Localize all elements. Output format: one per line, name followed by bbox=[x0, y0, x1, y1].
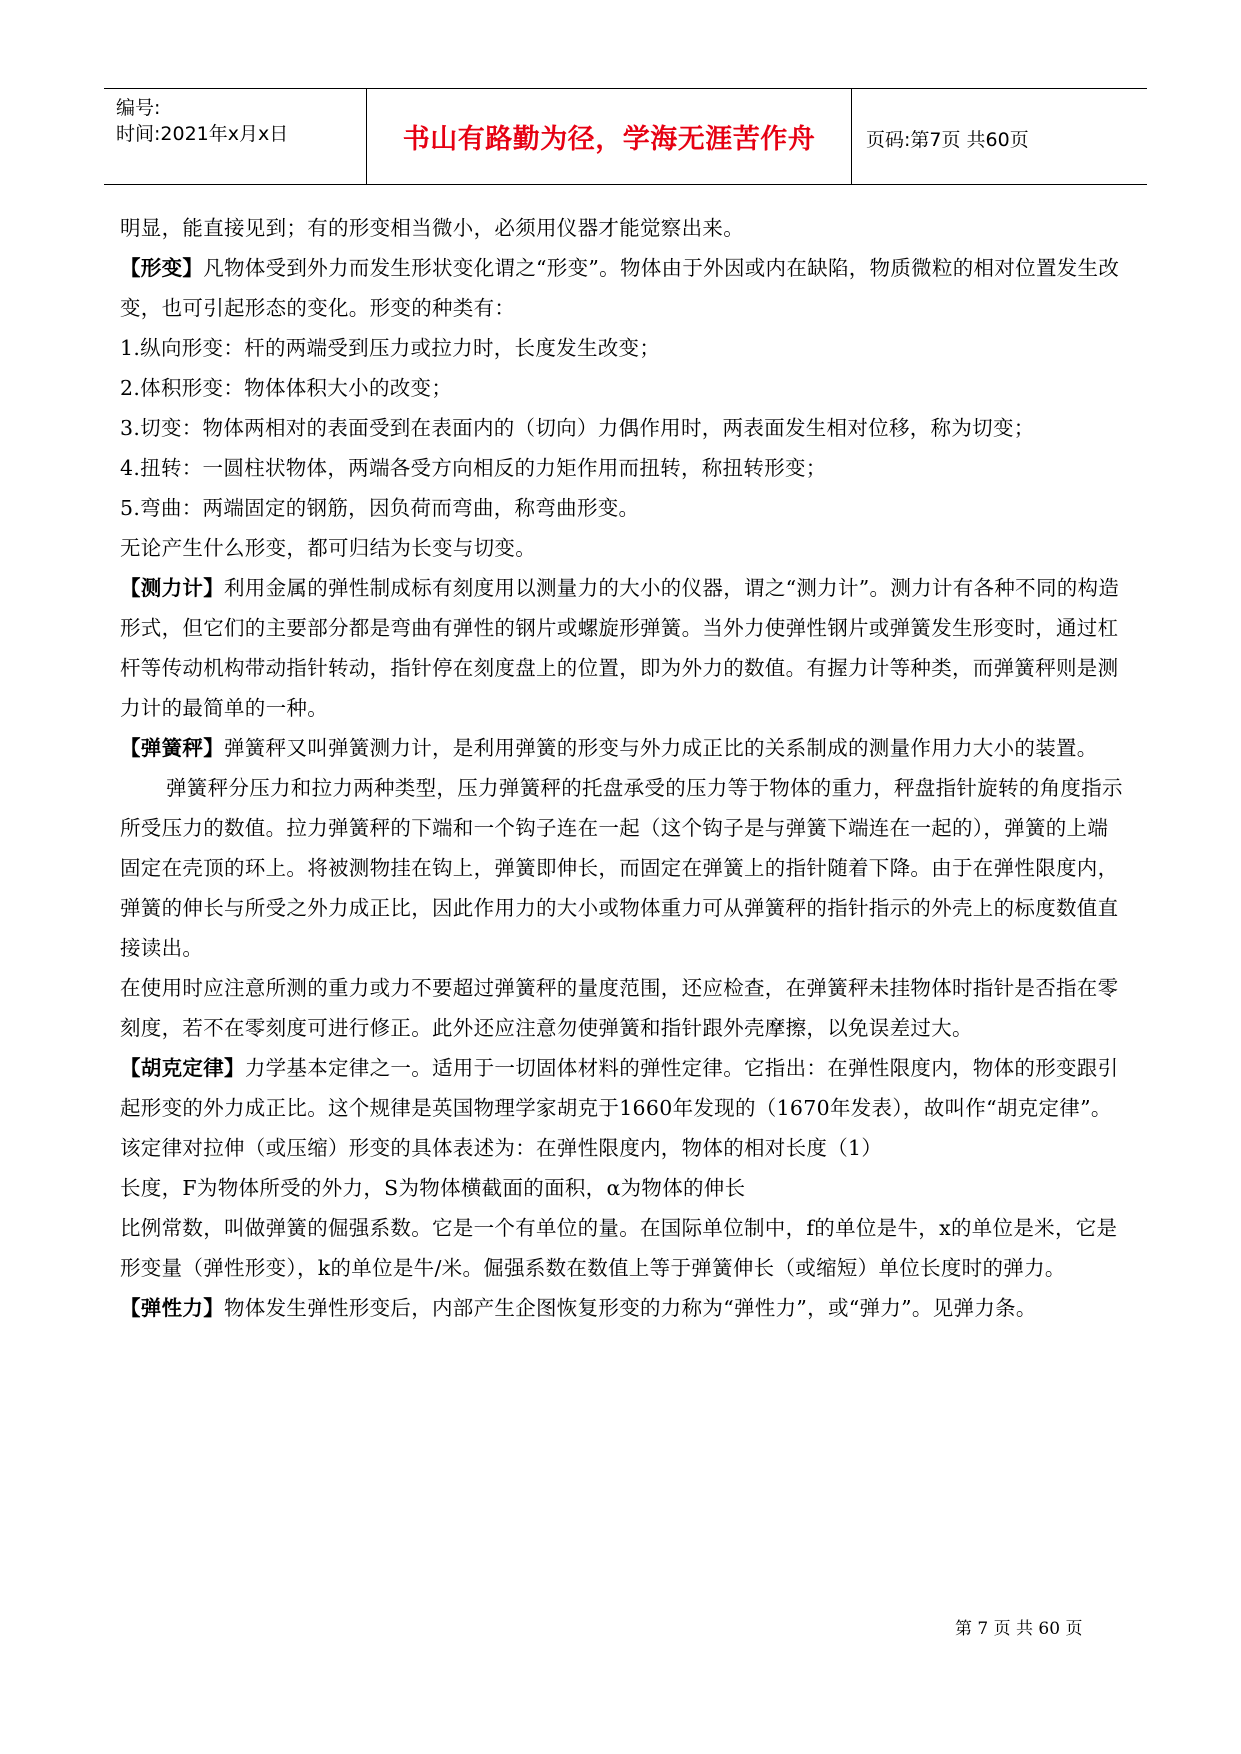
paragraph: 长度，F为物体所受的外力，S为物体横截面的面积，α为物体的伸长 bbox=[120, 1176, 746, 1200]
term-text: 凡物体受到外力而发生形状变化谓之“形变”。物体由于外因或内在缺陷，物质微粒的相对位置发生改变，也可引起形态的变化。形变的种类有： bbox=[120, 256, 1120, 320]
paragraph: 弹簧秤分压力和拉力两种类型，压力弹簧秤的托盘承受的压力等于物体的重力，秤盘指针旋转的角度指示所受压力的数值。拉力弹簧秤的下端和一个钩子连在一起（这个钩子是与弹簧下端连在一起的），弹簧的上端固定在壳顶的环上。将被测物挂在钩上，弹簧即伸长，而固定在弹簧上的指针随着下降。由于在弹性限度内，弹簧的伸长与所受之外力成正比，因此作用力的大小或物体重力可从弹簧秤的指针指示的外壳上的标度数值直接读出。 bbox=[120, 776, 1123, 960]
list-item: 3.切变：物体两相对的表面受到在表面内的（切向）力偶作用时，两表面发生相对位移，称为切变； bbox=[120, 416, 1035, 440]
paragraph bbox=[120, 248, 1128, 328]
term-heading: 【形变】 bbox=[120, 256, 204, 280]
term-heading: 【测力计】 bbox=[120, 576, 224, 600]
paragraph: 在使用时应注意所测的重力或力不要超过弹簧秤的量度范围，还应检查，在弹簧秤未挂物体时指针是否指在零刻度，若不在零刻度可进行修正。此外还应注意勿使弹簧和指针跟外壳摩擦，以免误差过大。 bbox=[120, 976, 1119, 1040]
paragraph: 比例常数，叫做弹簧的倔强系数。它是一个有单位的量。在国际单位制中，f的单位是牛，x的单位是米，它是形变量（弹性形变），k的单位是牛/米。倔强系数在数值上等于弹簧伸长（或缩短）单位长度时的弹力。 bbox=[120, 1216, 1118, 1280]
paragraph bbox=[120, 1048, 1128, 1168]
document-body bbox=[120, 208, 1128, 1328]
header-center-cell bbox=[366, 89, 852, 184]
term-text: 物体发生弹性形变后，内部产生企图恢复形变的力称为“弹性力”，或“弹力”。见弹力条。 bbox=[224, 1296, 1037, 1320]
serial-label: 编号: bbox=[116, 97, 161, 119]
date-line: 时间:2021年x月x日 bbox=[116, 123, 289, 145]
header-right-cell bbox=[852, 89, 1147, 184]
term-text: 利用金属的弹性制成标有刻度用以测量力的大小的仪器，谓之“测力计”。测力计有各种不同的构造形式，但它们的主要部分都是弯曲有弹性的钢片或螺旋形弹簧。当外力使弹性钢片或弹簧发生形变时，通过杠杆等传动机构带动指针转动，指针停在刻度盘上的位置，即为外力的数值。有握力计等种类，而弹簧秤则是测力计的最简单的一种。 bbox=[120, 576, 1120, 720]
term-text: 力学基本定律之一。适用于一切固体材料的弹性定律。它指出：在弹性限度内，物体的形变跟引起形变的外力成正比。这个规律是英国物理学家胡克于1660年发现的（1670年发表），故叫作“胡克定律”。该定律对拉伸（或压缩）形变的具体表述为：在弹性限度内，物体的相对长度（1） bbox=[120, 1056, 1119, 1160]
paragraph: 无论产生什么形变，都可归结为长变与切变。 bbox=[120, 536, 536, 560]
term-heading: 【弹性力】 bbox=[120, 1296, 224, 1320]
paragraph: 明显，能直接见到；有的形变相当微小，必须用仪器才能觉察出来。 bbox=[120, 216, 744, 240]
list-item: 4.扭转：一圆柱状物体，两端各受方向相反的力矩作用而扭转，称扭转形变； bbox=[120, 456, 827, 480]
list-item: 1.纵向形变：杆的两端受到压力或拉力时，长度发生改变； bbox=[120, 336, 661, 360]
header-table bbox=[104, 88, 1147, 185]
paragraph bbox=[120, 568, 1128, 728]
motto: 书山有路勤为径，学海无涯苦作舟 bbox=[402, 124, 816, 155]
term-text: 弹簧秤又叫弹簧测力计，是利用弹簧的形变与外力成正比的关系制成的测量作用力大小的装置。 bbox=[224, 736, 1098, 760]
header-left-cell bbox=[104, 89, 366, 184]
list-item: 2.体积形变：物体体积大小的改变； bbox=[120, 376, 453, 400]
paragraph bbox=[120, 1288, 1128, 1328]
page-footer-number: 第 7 页 共 60 页 bbox=[955, 1619, 1083, 1639]
paragraph bbox=[120, 728, 1128, 768]
term-heading: 【弹簧秤】 bbox=[120, 736, 224, 760]
list-item: 5.弯曲：两端固定的钢筋，因负荷而弯曲，称弯曲形变。 bbox=[120, 496, 640, 520]
page-info: 页码:第7页 共60页 bbox=[866, 129, 1029, 151]
term-heading: 【胡克定律】 bbox=[120, 1056, 245, 1080]
